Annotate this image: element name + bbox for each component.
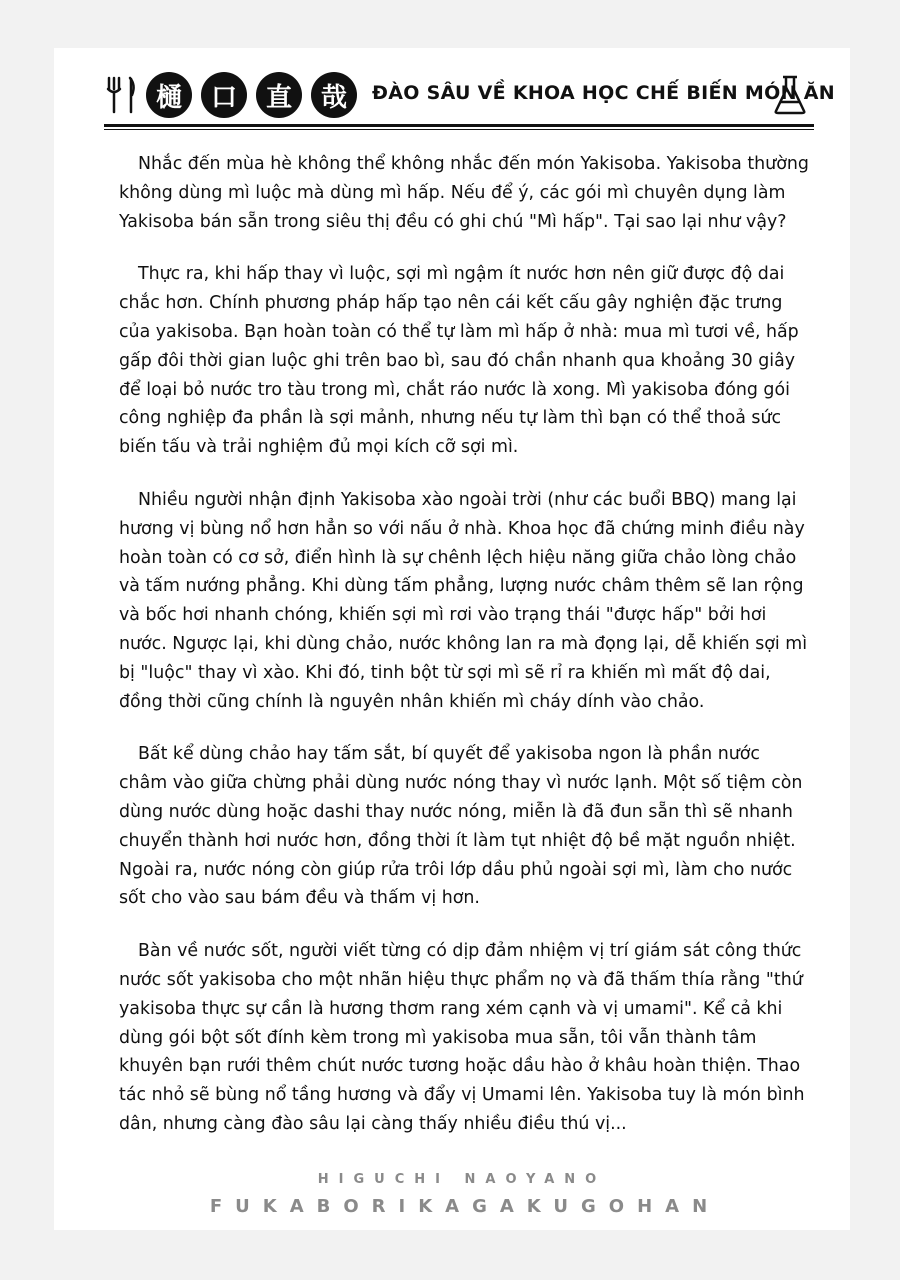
kanji-badge: 哉	[311, 72, 357, 118]
kanji-badge: 樋	[146, 72, 192, 118]
fork-knife-icon	[104, 75, 140, 115]
header	[104, 70, 835, 120]
page-panel	[54, 48, 850, 1230]
paragraph: Bất kể dùng chảo hay tấm sắt, bí quyết để yakisoba ngon là phần nước châm vào giữa chừng phải dùng nước nóng thay vì nước lạnh. Một số tiệm còn dùng nước dùng hoặc dashi thay nước nóng, miễn là đã đun sẵn thì sẽ nhanh chuyển thành hơi nước hơn, đồng thời ít làm tụt nhiệt độ bề mặt nguồn nhiệt. Ngoài ra, nước nóng còn giúp rửa trôi lớp dầu phủ ngoài sợi mì, làm cho nước sốt cho vào sau bám đều và thấm vị hơn.	[119, 744, 803, 909]
series-title: ĐÀO SÂU VỀ KHOA HỌC CHẾ BIẾN MÓN ĂN	[372, 82, 835, 104]
paragraph: Nhiều người nhận định Yakisoba xào ngoài trời (như các buổi BBQ) mang lại hương vị bùng nổ hơn hẳn so với nấu ở nhà. Khoa học đã chứng minh điều này hoàn toàn có cơ sở, điển hình là sự chênh lệch hiệu năng giữa chảo lòng chảo và tấm nướng phẳng. Khi dùng tấm phẳng, lượng nước châm thêm sẽ lan rộng và bốc hơi nhanh chóng, khiến sợi mì rơi vào trạng thái "được hấp" bởi hơi nước. Ngược lại, khi dùng chảo, nước không lan ra mà đọng lại, dễ khiến sợi mì bị "luộc" thay vì xào. Khi đó, tinh bột từ sợi mì sẽ rỉ ra khiến mì mất độ dai, đồng thời cũng chính là nguyên nhân khiến mì cháy dính vào chảo.	[119, 489, 808, 712]
footer-author: HIGUCHI NAOYANO	[317, 1172, 607, 1187]
header-rule-thin	[104, 129, 814, 130]
author-kanji-row	[146, 72, 357, 118]
kanji-badge: 直	[256, 72, 302, 118]
header-rule	[104, 124, 814, 127]
kanji-badge: 口	[201, 72, 247, 118]
flask-icon	[772, 74, 808, 116]
footer-series: FUKABORIKAGAKUGOHAN	[209, 1196, 721, 1217]
paragraph: Bàn về nước sốt, người viết từng có dịp đảm nhiệm vị trí giám sát công thức nước sốt yakisoba cho một nhãn hiệu thực phẩm nọ và đã thấm thía rằng "thứ yakisoba thực sự cần là hương thơm rang xém cạnh và vị umami". Kể cả khi dùng gói bột sốt đính kèm trong mì yakisoba mua sẵn, tôi vẫn thành tâm khuyên bạn rưới thêm chút nước tương hoặc dầu hào ở khâu hoàn thiện. Thao tác nhỏ sẽ bùng nổ tầng hương và đẩy vị Umami lên. Yakisoba tuy là món bình dân, nhưng càng đào sâu lại càng thấy nhiều điều thú vị...	[119, 941, 805, 1134]
paragraph: Thực ra, khi hấp thay vì luộc, sợi mì ngậm ít nước hơn nên giữ được độ dai chắc hơn. Chính phương pháp hấp tạo nên cái kết cấu gây nghiện đặc trưng của yakisoba. Bạn hoàn toàn có thể tự làm mì hấp ở nhà: mua mì tươi về, hấp gấp đôi thời gian luộc ghi trên bao bì, sau đó chần nhanh qua khoảng 30 giây để loại bỏ nước tro tàu trong mì, chắt ráo nước là xong. Mì yakisoba đóng gói công nghiệp đa phần là sợi mảnh, nhưng nếu tự làm thì bạn có thể thoả sức biến tấu và trải nghiệm đủ mọi kích cỡ sợi mì.	[119, 264, 799, 458]
article-body	[119, 150, 809, 1163]
paragraph: Nhắc đến mùa hè không thể không nhắc đến món Yakisoba. Yakisoba thường không dùng mì luộc mà dùng mì hấp. Nếu để ý, các gói mì chuyên dụng làm Yakisoba bán sẵn trong siêu thị đều có ghi chú "Mì hấp". Tại sao lại như vậy?	[119, 154, 809, 232]
